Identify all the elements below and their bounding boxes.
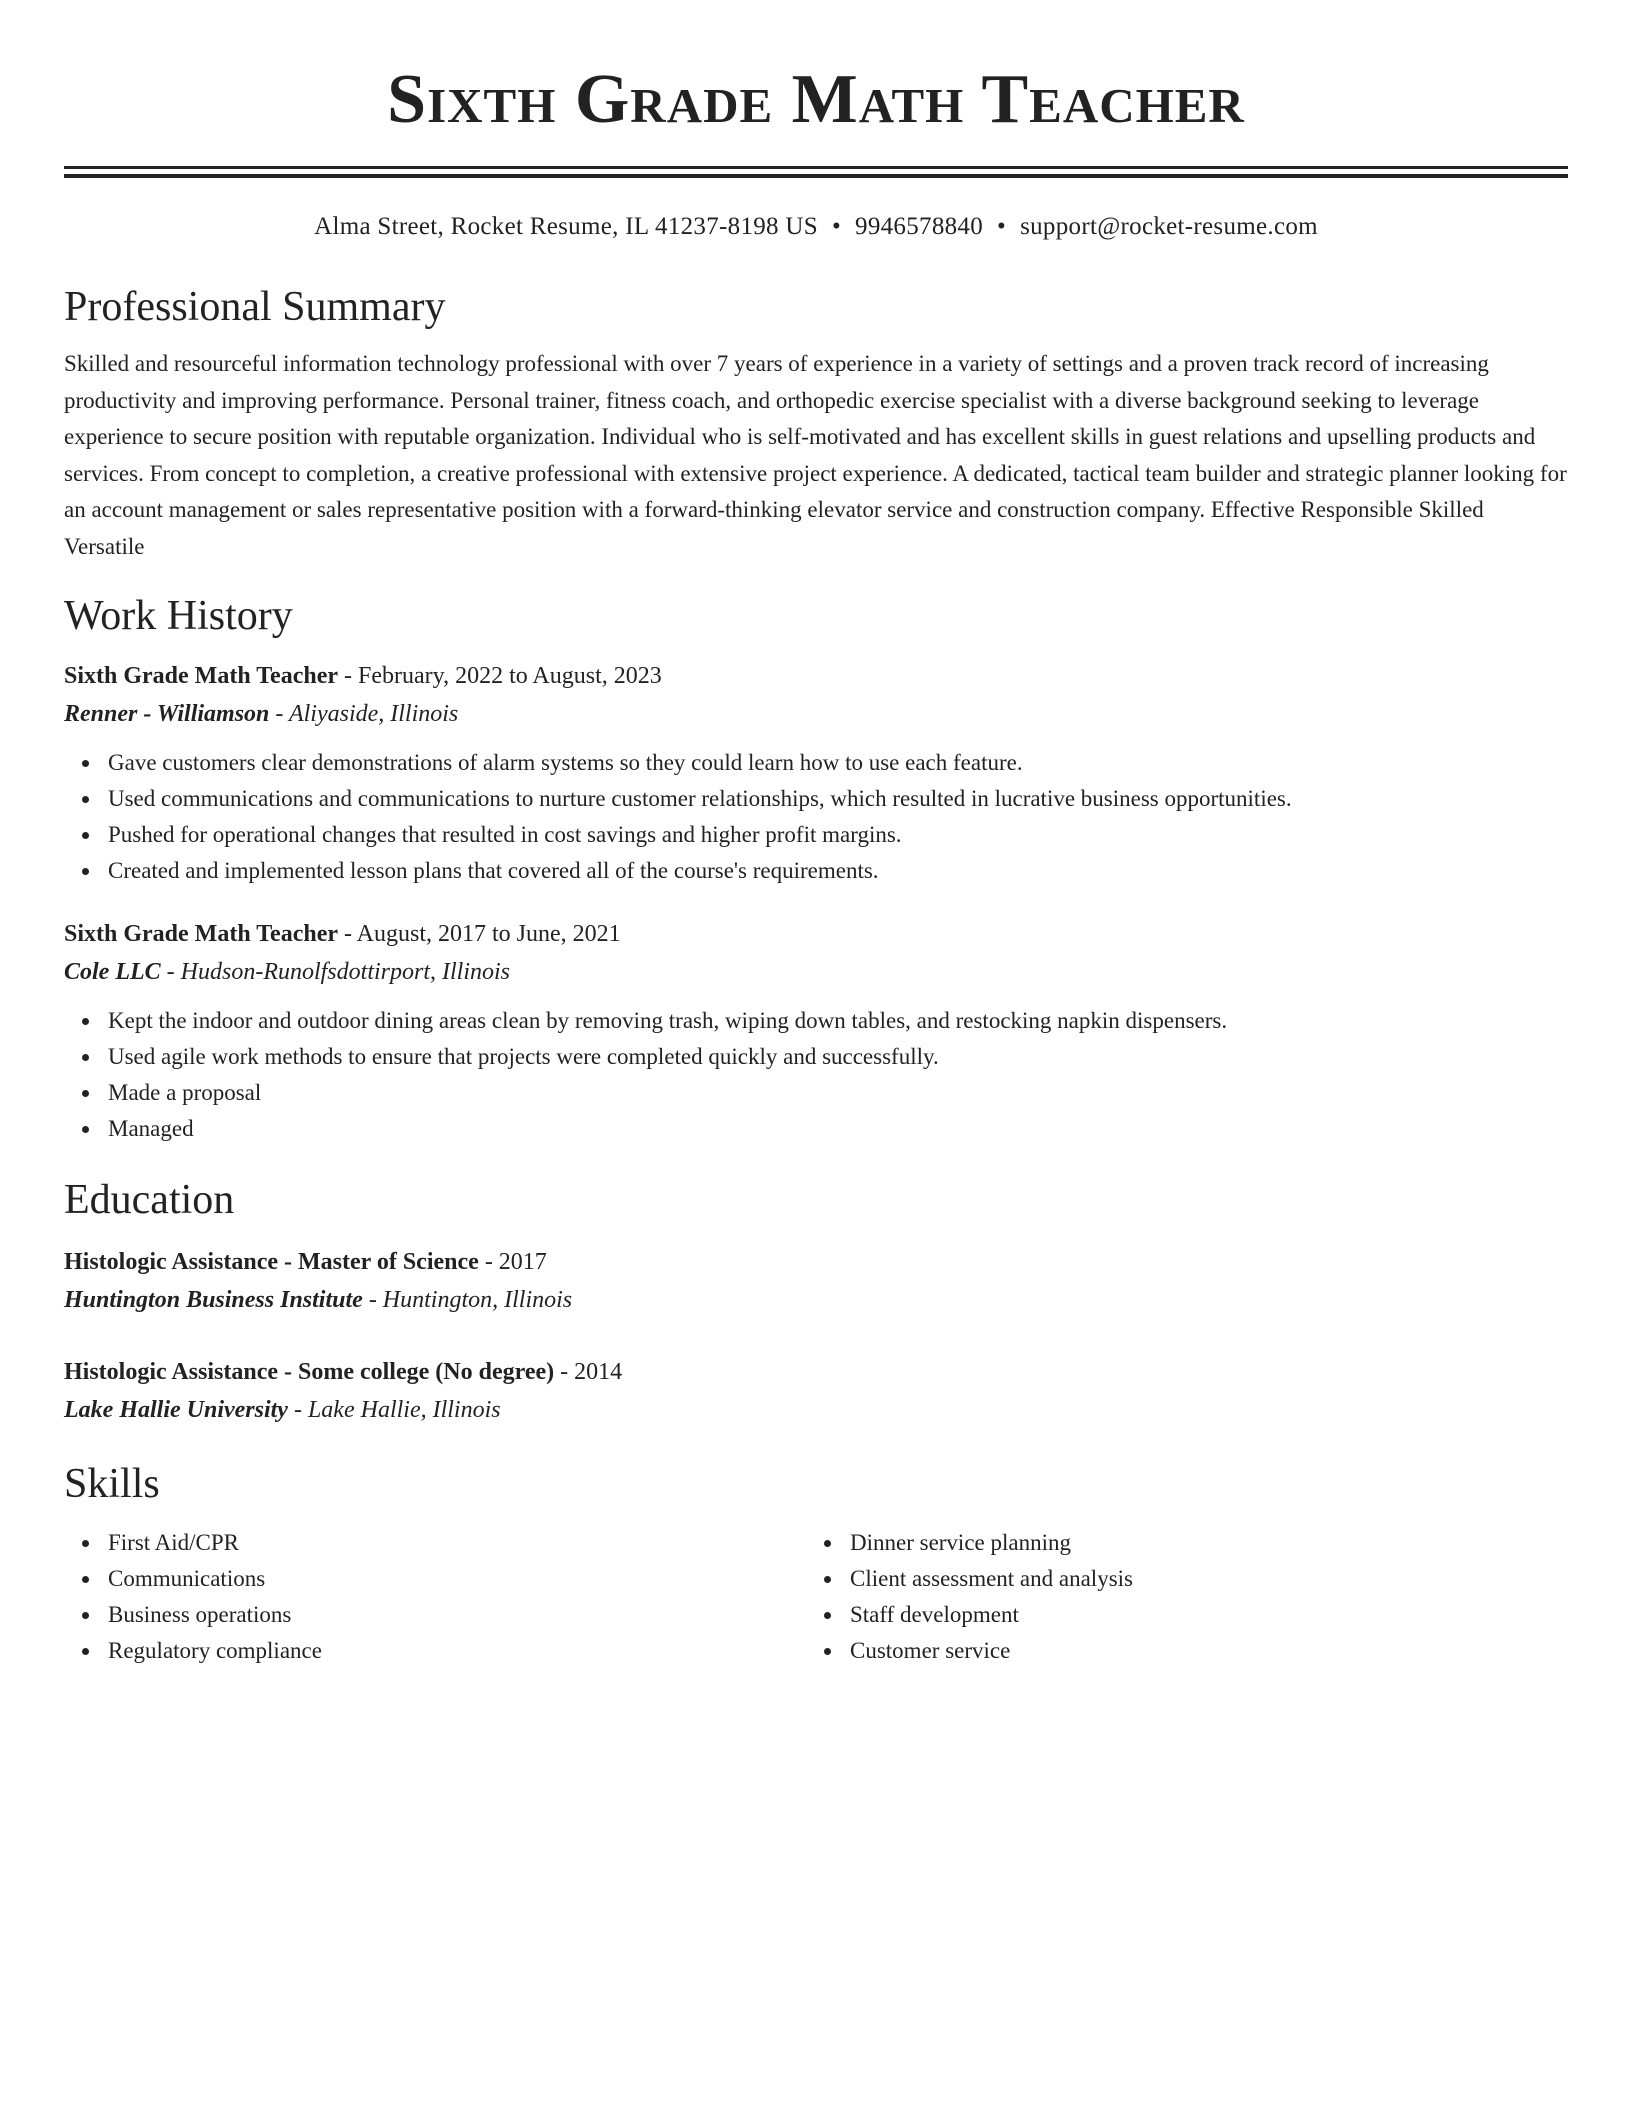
education-heading: Education bbox=[64, 1177, 235, 1223]
contact-separator: • bbox=[997, 213, 1007, 240]
education-degree-line bbox=[64, 1353, 1568, 1391]
skills-column-left bbox=[64, 1525, 806, 1669]
skill-item: Client assessment and analysis bbox=[850, 1561, 1548, 1597]
contact-email: support@rocket-resume.com bbox=[1020, 213, 1318, 240]
skills-grid bbox=[64, 1525, 1568, 1669]
skills-list bbox=[64, 1525, 806, 1669]
job-dates: - February, 2022 to August, 2023 bbox=[338, 663, 662, 689]
summary-heading: Professional Summary bbox=[64, 284, 446, 330]
job-bullet: Made a proposal bbox=[108, 1075, 1568, 1111]
education-entry bbox=[64, 1353, 1568, 1429]
work-history-heading: Work History bbox=[64, 593, 293, 639]
job-bullet: Pushed for operational changes that resulted in cost savings and higher profit margins. bbox=[108, 817, 1568, 853]
job-location: - Hudson-Runolfsdottirport, Illinois bbox=[160, 959, 511, 985]
job-bullet: Created and implemented lesson plans that covered all of the course's requirements. bbox=[108, 853, 1568, 889]
job-company-line bbox=[64, 695, 1568, 733]
contact-separator: • bbox=[831, 213, 842, 240]
skill-item: Business operations bbox=[108, 1597, 806, 1633]
contact-address: Alma Street, Rocket Resume, IL 41237-8198 US bbox=[314, 213, 818, 240]
skills-heading: Skills bbox=[64, 1461, 160, 1507]
title-divider-bottom bbox=[64, 174, 1568, 178]
job-title-line bbox=[64, 657, 1568, 695]
job-company: Renner - Williamson bbox=[64, 701, 270, 727]
skill-item: Staff development bbox=[850, 1597, 1548, 1633]
job-bullet: Used agile work methods to ensure that projects were completed quickly and successfully. bbox=[108, 1039, 1568, 1075]
job-bullet: Gave customers clear demonstrations of alarm systems so they could learn how to use each feature. bbox=[108, 745, 1568, 781]
job-company-line bbox=[64, 953, 1568, 991]
contact-phone: 9946578840 bbox=[855, 213, 984, 240]
education-school-line bbox=[64, 1391, 1568, 1429]
education-school-line bbox=[64, 1281, 1568, 1319]
job-bullet: Kept the indoor and outdoor dining areas clean by removing trash, wiping down tables, and restocking napkin dispensers. bbox=[108, 1003, 1568, 1039]
job-entry bbox=[64, 657, 1568, 889]
job-bullets bbox=[64, 1003, 1568, 1147]
skill-item: Regulatory compliance bbox=[108, 1633, 806, 1669]
skill-item: Communications bbox=[108, 1561, 806, 1597]
education-school: Huntington Business Institute bbox=[64, 1287, 363, 1313]
education-school: Lake Hallie University bbox=[64, 1397, 288, 1423]
skill-item: Customer service bbox=[850, 1633, 1548, 1669]
contact-line bbox=[64, 212, 1568, 242]
skills-column-right bbox=[806, 1525, 1548, 1669]
skills-list bbox=[806, 1525, 1548, 1669]
job-entry bbox=[64, 915, 1568, 1147]
job-bullet: Used communications and communications to nurture customer relationships, which resulted in lucrative business opportunities. bbox=[108, 781, 1568, 817]
job-title: Sixth Grade Math Teacher bbox=[64, 921, 338, 947]
education-year: - 2017 bbox=[478, 1249, 547, 1275]
job-company: Cole LLC bbox=[64, 959, 161, 985]
skill-item: Dinner service planning bbox=[850, 1525, 1548, 1561]
job-title: Sixth Grade Math Teacher bbox=[64, 663, 338, 689]
education-year: - 2014 bbox=[554, 1359, 623, 1385]
job-dates: - August, 2017 to June, 2021 bbox=[338, 921, 621, 947]
education-degree: Histologic Assistance - Master of Science bbox=[64, 1249, 479, 1275]
education-degree: Histologic Assistance - Some college (No degree) bbox=[64, 1359, 555, 1385]
summary-text: Skilled and resourceful information technology professional with over 7 years of experience in a variety of settings and a proven track record of increasing productivity and improving performance. Personal trainer, fitness coach, and orthopedic exercise specialist with a diverse background seeking to leverage experience to secure position with reputable organization. Individual who is self-motivated and has excellent skills in guest relations and upselling products and services. From concept to completion, a creative professional with extensive project experience. A dedicated, tactical team builder and strategic planner looking for an account management or sales representative position with a forward-thinking elevator service and construction company. Effective Responsible Skilled Versatile bbox=[64, 351, 1567, 559]
job-bullets bbox=[64, 745, 1568, 889]
education-degree-line bbox=[64, 1243, 1568, 1281]
title-divider-top bbox=[64, 166, 1568, 169]
education-location: - Lake Hallie, Illinois bbox=[287, 1397, 501, 1423]
education-location: - Huntington, Illinois bbox=[362, 1287, 573, 1313]
job-bullet: Managed bbox=[108, 1111, 1568, 1147]
skill-item: First Aid/CPR bbox=[108, 1525, 806, 1561]
resume-title: Sixth Grade Math Teacher bbox=[387, 61, 1245, 138]
education-entry bbox=[64, 1243, 1568, 1319]
job-title-line bbox=[64, 915, 1568, 953]
job-location: - Aliyaside, Illinois bbox=[269, 701, 459, 727]
